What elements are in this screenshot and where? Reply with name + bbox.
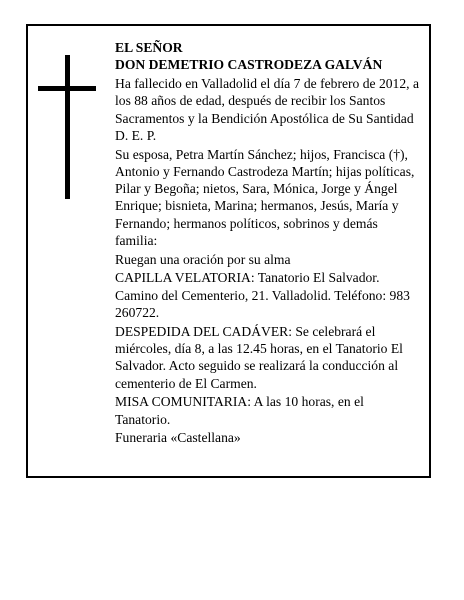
announcement-line: los 88 años de edad, después de recibir los Santos xyxy=(115,93,386,109)
family-line: Fernando; hermanos políticos, sobrinos y demás xyxy=(115,215,378,231)
mass-info xyxy=(115,393,427,428)
farewell-line: miércoles, día 8, a las 12.45 horas, en el Tanatorio El xyxy=(115,341,403,356)
mass-line: MISA COMUNITARIA: A las 10 horas, en el xyxy=(115,394,364,410)
obituary-notice xyxy=(26,24,431,478)
notice-heading: EL SEÑOR xyxy=(115,40,183,55)
cross-horizontal-bar xyxy=(38,86,96,91)
family-line: Antonio y Fernando Castrodeza Martín; hijas políticas, xyxy=(115,163,415,179)
family-list xyxy=(115,146,427,250)
mass-line: Tanatorio. xyxy=(115,411,171,427)
announcement-line: Ha fallecido en Valladolid el día 7 de febrero de 2012, a xyxy=(115,75,419,91)
cross-vertical-bar xyxy=(65,55,70,199)
funeral-home-name: Funeraria «Castellana» xyxy=(115,430,241,446)
announcement-line: D. E. P. xyxy=(115,127,157,143)
family-line: familia: xyxy=(115,233,158,249)
family-line: Pilar y Begoña; nietos, Sara, Mónica, Jorge y Ángel xyxy=(115,181,398,197)
deceased-name: DON DEMETRIO CASTRODEZA GALVÁN xyxy=(115,57,383,73)
family-line: Enrique; bisnieta, Marina; hermanos, Jesús, María y xyxy=(115,198,399,214)
family-line: Su esposa, Petra Martín Sánchez; hijos, Francisca (†), xyxy=(115,146,408,162)
death-announcement xyxy=(115,75,427,144)
farewell-line: DESPEDIDA DEL CADÁVER: Se celebrará el xyxy=(115,323,376,339)
farewell-info xyxy=(115,323,427,392)
farewell-line: cementerio de El Carmen. xyxy=(115,375,257,391)
chapel-line: Camino del Cementerio, 21. Valladolid. Teléfono: 983 xyxy=(115,287,410,303)
chapel-line: 260722. xyxy=(115,305,160,321)
prayer-request-text: Ruegan una oración por su alma xyxy=(115,251,291,267)
announcement-line: Sacramentos y la Bendición Apostólica de Su Santidad xyxy=(115,110,414,126)
latin-cross-icon xyxy=(38,55,96,199)
funeral-home xyxy=(115,429,427,446)
chapel-info xyxy=(115,269,427,321)
chapel-line: CAPILLA VELATORIA: Tanatorio El Salvador. xyxy=(115,270,380,286)
prayer-request xyxy=(115,251,427,268)
farewell-line: Salvador. Acto seguido se realizará la conducción al xyxy=(115,358,399,374)
obituary-text xyxy=(115,39,427,447)
